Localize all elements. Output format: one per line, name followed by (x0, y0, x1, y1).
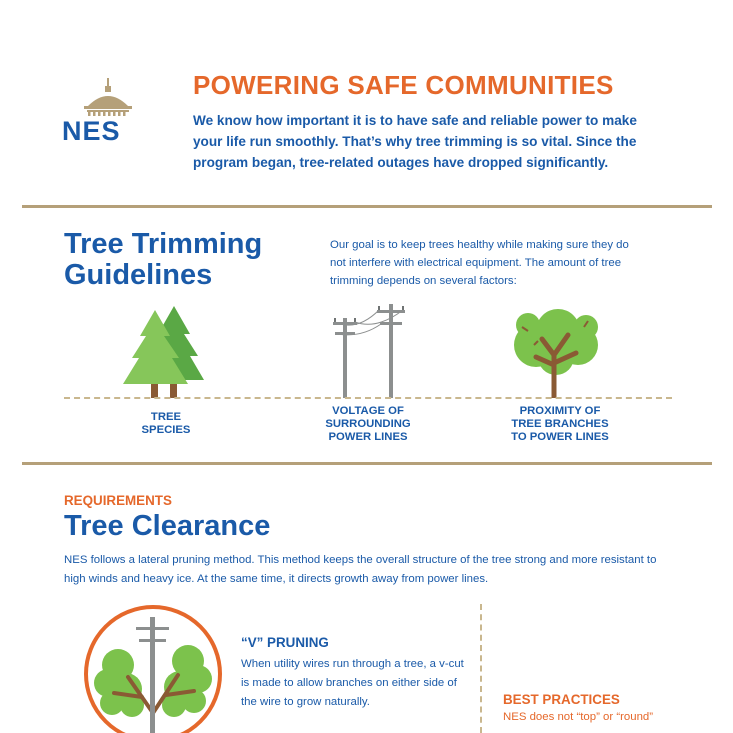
factor-label-line: SPECIES (141, 424, 191, 436)
factor-label-line: PROXIMITY OF (519, 405, 601, 417)
guidelines-title-line: Guidelines (64, 259, 213, 291)
v-pruning-icon (82, 603, 224, 733)
factor-label-line: POWER LINES (328, 431, 408, 443)
requirements-title: Tree Clearance (64, 510, 271, 542)
v-pruning-title: “V” PRUNING (241, 635, 329, 650)
column-divider (480, 604, 482, 733)
section-divider (22, 205, 712, 208)
best-practices-title: BEST PRACTICES (503, 692, 620, 707)
ground-line (64, 397, 672, 399)
guidelines-paragraph: Our goal is to keep trees healthy while making sure they do not interfere with electrical equipment. The amount of tree trimming depends on several factors: (330, 239, 629, 287)
factor-label-voltage (305, 405, 431, 444)
v-pruning-paragraph: When utility wires run through a tree, a v-cut is made to allow branches on either side of the wire to grow naturally. (241, 658, 464, 708)
factor-label-tree-species (126, 411, 206, 437)
intro-paragraph: We know how important it is to have safe and reliable power to make your life run smoothly. That’s why tree trimming is so vital. Since the program began, tree-related outages have dropped significantly. (193, 113, 637, 170)
requirements-label: REQUIREMENTS (64, 493, 172, 508)
factor-label-line: SURROUNDING (325, 418, 411, 430)
pine-trees-icon (118, 300, 213, 398)
logo-wordmark: NES (62, 116, 121, 146)
factor-label-proximity (496, 405, 624, 444)
factor-label-line: TREE (150, 411, 182, 423)
tree-branches-icon (506, 305, 606, 398)
factor-label-line: TREE BRANCHES (511, 418, 609, 430)
requirements-paragraph: NES follows a lateral pruning method. This method keeps the overall structure of the tree strong and more resistant to high winds and heavy ice. At the same time, it directs growth away from power lines. (64, 554, 657, 585)
guidelines-title (64, 229, 262, 291)
section-divider (22, 462, 712, 465)
guidelines-title-line: Tree Trimming (64, 228, 263, 260)
best-practices-paragraph: NES does not “top” or “round” (503, 711, 654, 723)
factor-label-line: VOLTAGE OF (332, 405, 404, 417)
factor-label-line: TO POWER LINES (511, 431, 609, 443)
page-headline: POWERING SAFE COMMUNITIES (193, 70, 614, 100)
power-poles-icon (325, 298, 415, 398)
